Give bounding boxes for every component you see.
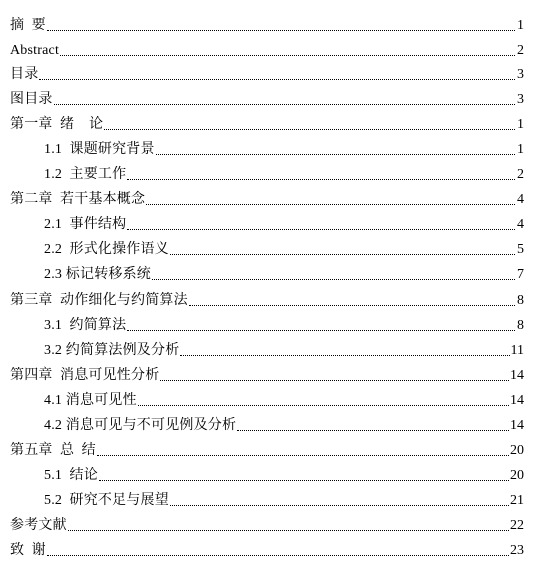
toc-entry-section-1-1[interactable]	[44, 136, 524, 158]
toc-entry-page: 20	[510, 468, 524, 483]
toc-entry-acknowledgements[interactable]	[10, 537, 524, 559]
toc-entry-page: 7	[517, 267, 524, 282]
dot-leader	[127, 229, 515, 230]
toc-entry-title: 5.2 研究不足与展望	[44, 493, 169, 508]
dot-leader	[127, 330, 515, 331]
toc-entry-section-5-2[interactable]	[44, 487, 524, 509]
dot-leader	[39, 79, 515, 80]
dot-leader	[47, 30, 515, 31]
toc-entry-page: 3	[517, 67, 524, 82]
toc-entry-figure-list[interactable]	[10, 86, 524, 108]
toc-entry-title: 3.1 约简算法	[44, 318, 127, 333]
toc-entry-title: 第一章 绪 论	[10, 117, 104, 132]
toc-entry-section-2-3[interactable]	[44, 261, 524, 283]
toc-entry-title: 3.2 约简算法例及分析	[44, 343, 180, 358]
toc-entry-page: 14	[510, 393, 524, 408]
dot-leader	[156, 154, 515, 155]
dot-leader	[180, 355, 509, 356]
dot-leader	[170, 505, 509, 506]
toc-entry-chapter-3[interactable]	[10, 287, 524, 309]
toc-entry-title: 第五章 总 结	[10, 443, 96, 458]
toc-entry-page: 2	[517, 167, 524, 182]
toc-entry-page: 20	[510, 443, 524, 458]
toc-entry-page: 4	[517, 217, 524, 232]
toc-entry-title: 2.3 标记转移系统	[44, 267, 151, 282]
dot-leader	[138, 405, 509, 406]
toc-entry-page: 21	[510, 493, 524, 508]
toc-entry-title: 1.2 主要工作	[44, 167, 127, 182]
toc-entry-abstract-en[interactable]	[10, 37, 524, 59]
toc-entry-page: 8	[517, 318, 524, 333]
toc-entry-page: 1	[517, 117, 524, 132]
dot-leader	[237, 430, 509, 431]
toc-entry-page: 8	[517, 293, 524, 308]
toc-entry-page: 1	[517, 18, 524, 33]
toc-entry-page: 1	[517, 142, 524, 157]
toc-entry-title: 2.2 形式化操作语义	[44, 242, 169, 257]
dot-leader	[170, 254, 515, 255]
toc-entry-chapter-4[interactable]	[10, 362, 524, 384]
toc-entry-title: Abstract	[10, 43, 60, 58]
toc-entry-section-1-2[interactable]	[44, 161, 524, 183]
toc-entry-title: 4.1 消息可见性	[44, 393, 137, 408]
toc-entry-section-2-1[interactable]	[44, 211, 524, 233]
toc-entry-page: 14	[510, 368, 524, 383]
toc-entry-contents[interactable]	[10, 61, 524, 83]
dot-leader	[104, 129, 515, 130]
toc-entry-title: 参考文献	[10, 518, 67, 533]
toc-entry-title: 第三章 动作细化与约简算法	[10, 293, 188, 308]
toc-entry-title: 第四章 消息可见性分析	[10, 368, 160, 383]
dot-leader	[60, 55, 515, 56]
toc-entry-title: 目录	[10, 67, 39, 82]
toc-entry-title: 摘 要	[10, 18, 46, 33]
toc-entry-page: 2	[517, 43, 524, 58]
toc-entry-section-4-2[interactable]	[44, 412, 524, 434]
toc-entry-page: 23	[510, 543, 524, 558]
toc-entry-section-4-1[interactable]	[44, 387, 524, 409]
toc-entry-chapter-5[interactable]	[10, 437, 524, 459]
toc-entry-page: 3	[517, 92, 524, 107]
toc-entry-title: 第二章 若干基本概念	[10, 192, 146, 207]
toc-entry-chapter-1[interactable]	[10, 111, 524, 133]
toc-entry-abstract-cn[interactable]	[10, 12, 524, 34]
toc-entry-section-2-2[interactable]	[44, 236, 524, 258]
dot-leader	[127, 179, 515, 180]
dot-leader	[160, 380, 509, 381]
toc-entry-page: 14	[510, 418, 524, 433]
dot-leader	[189, 305, 515, 306]
toc-entry-page: 11	[510, 343, 524, 358]
toc-entry-references[interactable]	[10, 512, 524, 534]
dot-leader	[152, 279, 515, 280]
toc-entry-title: 2.1 事件结构	[44, 217, 127, 232]
toc-entry-title: 1.1 课题研究背景	[44, 142, 155, 157]
toc-entry-page: 22	[510, 518, 524, 533]
dot-leader	[68, 530, 509, 531]
toc-entry-page: 5	[517, 242, 524, 257]
dot-leader	[97, 455, 509, 456]
dot-leader	[99, 480, 509, 481]
toc-entry-chapter-2[interactable]	[10, 186, 524, 208]
toc-entry-title: 4.2 消息可见与不可见例及分析	[44, 418, 237, 433]
toc-entry-section-5-1[interactable]	[44, 462, 524, 484]
toc-entry-title: 致 谢	[10, 543, 46, 558]
dot-leader	[146, 204, 515, 205]
toc-entry-page: 4	[517, 192, 524, 207]
toc-entry-section-3-2[interactable]	[44, 337, 524, 359]
toc-entry-title: 5.1 结论	[44, 468, 98, 483]
dot-leader	[47, 555, 509, 556]
toc-entry-section-3-1[interactable]	[44, 312, 524, 334]
dot-leader	[54, 104, 515, 105]
toc-entry-title: 图目录	[10, 92, 53, 107]
